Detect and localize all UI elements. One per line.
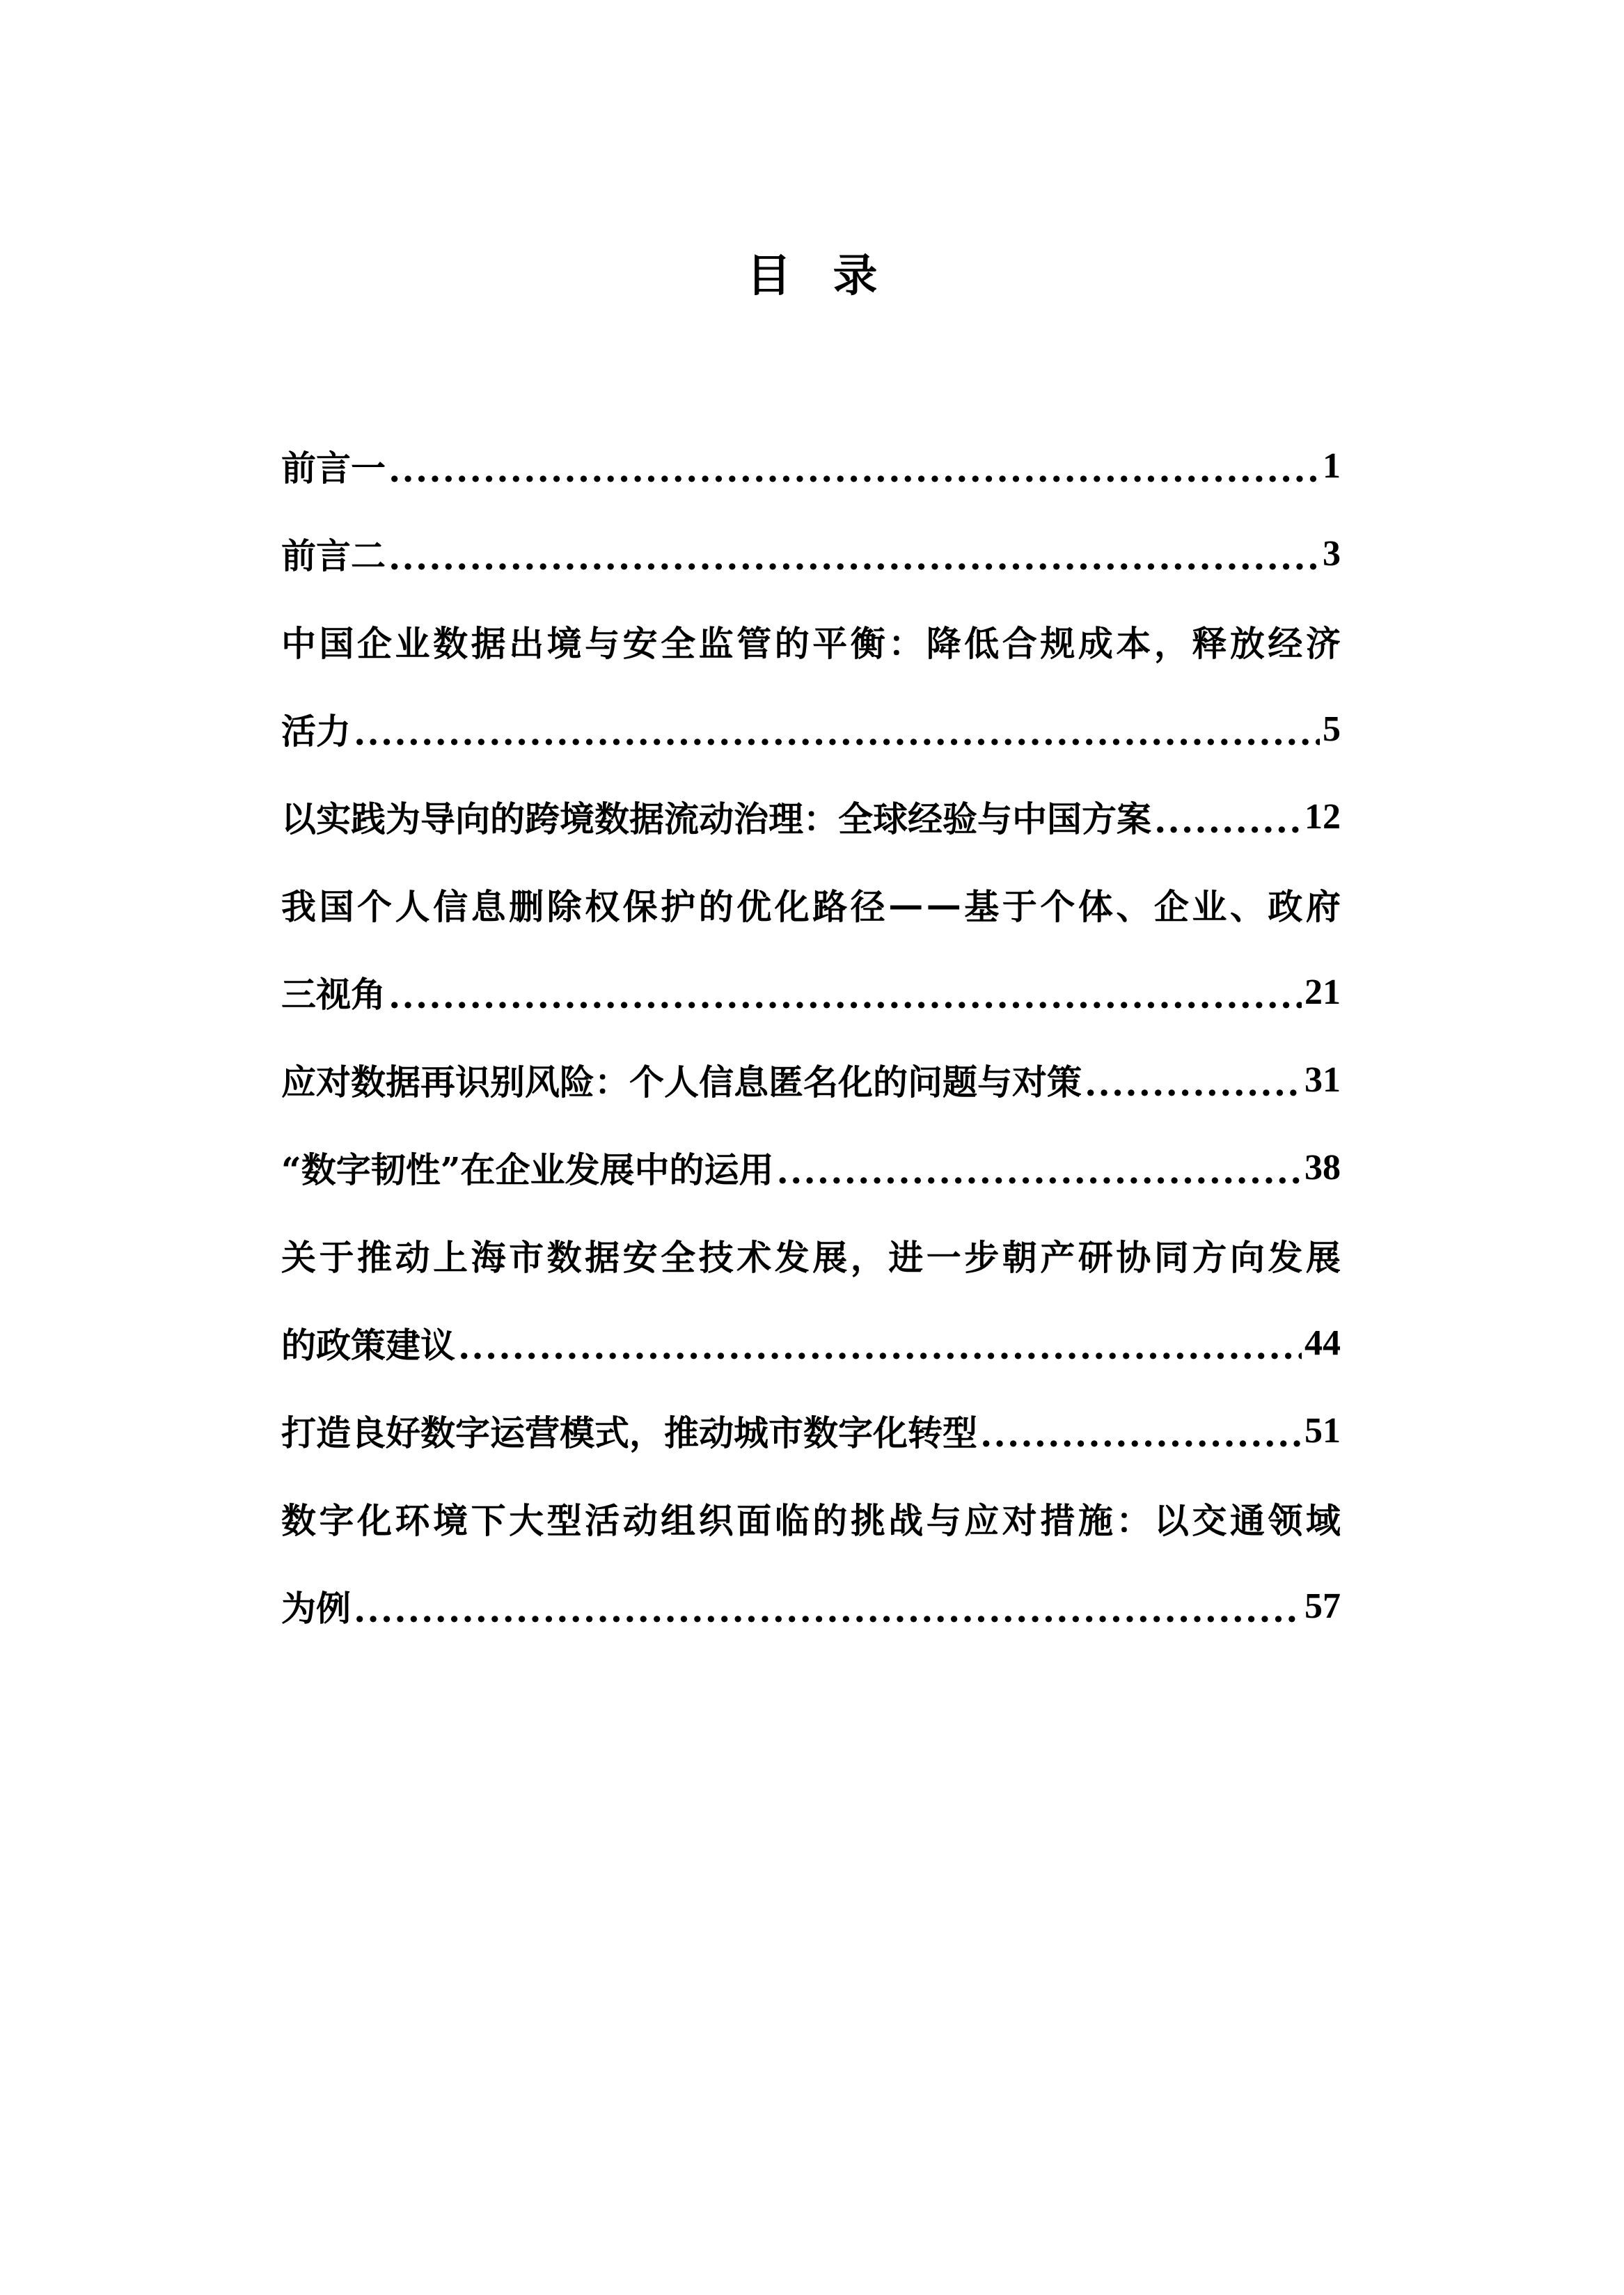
toc-entry-title-continued: 三视角 — [281, 974, 386, 1015]
toc-page-number: 12 — [1304, 796, 1341, 837]
title-char: 的 — [698, 886, 734, 927]
title-char: 一 — [926, 1237, 961, 1278]
title-char: 通 — [1229, 1500, 1265, 1541]
toc-entry-data-export-regulation[interactable] — [281, 597, 1341, 773]
title-char: 路 — [812, 886, 848, 927]
toc-entry-title-line-1 — [281, 1211, 1341, 1299]
toc-entry-digital-operations[interactable] — [281, 1387, 1341, 1474]
title-char: 径 — [850, 886, 885, 927]
title-char: 监 — [698, 623, 734, 664]
title-char: 全 — [661, 1237, 696, 1278]
toc-entry-anonymization[interactable] — [281, 1036, 1341, 1123]
toc-entry-title-continued: 的政策建议 — [281, 1325, 455, 1366]
title-char: 府 — [1305, 886, 1341, 927]
title-char: 发 — [774, 1237, 810, 1278]
toc-page-number: 5 — [1323, 709, 1341, 749]
title-char: 个 — [357, 886, 393, 927]
title-char: 数 — [433, 623, 468, 664]
table-of-contents — [281, 422, 1341, 1650]
toc-entry-preface-2[interactable] — [281, 510, 1341, 597]
title-char: 协 — [1116, 1237, 1151, 1278]
title-char: 降 — [926, 623, 961, 664]
title-char: 安 — [622, 623, 658, 664]
toc-page-number: 3 — [1323, 533, 1341, 574]
title-char: 字 — [319, 1500, 354, 1541]
title-char: 体 — [1078, 886, 1113, 927]
dot-leader — [388, 422, 1320, 510]
toc-entry-title: 打造良好数字运营模式，推动城市数字化转型 — [281, 1412, 977, 1453]
title-char: 展 — [812, 1237, 848, 1278]
title-char: 、 — [1229, 886, 1265, 927]
title-char: 国 — [319, 886, 354, 927]
title-char: 合 — [1002, 623, 1037, 664]
title-char: 挑 — [850, 1500, 885, 1541]
title-char: 临 — [774, 1500, 810, 1541]
title-char: 权 — [585, 886, 620, 927]
dot-leader — [1085, 1036, 1302, 1123]
dot-leader — [354, 685, 1320, 773]
title-char: 动 — [622, 1500, 658, 1541]
title-char: 安 — [622, 1237, 658, 1278]
toc-entry-title: 前言二 — [281, 535, 386, 576]
title-char: 组 — [661, 1500, 696, 1541]
title-char: 成 — [1078, 623, 1113, 664]
title-char: 企 — [1153, 886, 1189, 927]
toc-entry-title-line-1 — [281, 1474, 1341, 1562]
toc-page-number: 57 — [1304, 1586, 1341, 1626]
dot-leader — [980, 1387, 1302, 1474]
toc-page-number: 44 — [1304, 1323, 1341, 1363]
toc-entry-title: 应对数据再识别风险：个人信息匿名化的问题与对策 — [281, 1062, 1082, 1103]
title-char: 的 — [812, 1500, 848, 1541]
title-char: 除 — [546, 886, 582, 927]
toc-page-number: 51 — [1304, 1410, 1341, 1451]
title-char: ： — [1116, 1500, 1151, 1541]
title-char: 衡 — [850, 623, 885, 664]
title-char: 进 — [888, 1237, 924, 1278]
title-char: 企 — [357, 623, 393, 664]
title-char: 环 — [395, 1500, 430, 1541]
dot-leader — [458, 1299, 1302, 1387]
title-char: 国 — [319, 623, 354, 664]
title-char: 以 — [1153, 1500, 1189, 1541]
title-char: 、 — [1116, 886, 1151, 927]
title-char: 推 — [357, 1237, 393, 1278]
title-char: 向 — [1229, 1237, 1265, 1278]
title-char: 出 — [509, 623, 544, 664]
toc-page-number: 38 — [1304, 1147, 1341, 1188]
title-char: 与 — [585, 623, 620, 664]
title-char: 保 — [622, 886, 658, 927]
title-char: — — [926, 883, 961, 925]
title-char: 市 — [509, 1237, 544, 1278]
title-char: 释 — [1192, 623, 1227, 664]
toc-entry-title: 以实践为导向的跨境数据流动治理：全球经验与中国方案 — [281, 798, 1151, 839]
toc-entry-digital-resilience[interactable] — [281, 1123, 1341, 1211]
toc-page-number: 21 — [1304, 972, 1341, 1012]
toc-entry-preface-1[interactable] — [281, 422, 1341, 510]
page-title: 目录 — [746, 250, 920, 302]
title-char: 术 — [736, 1237, 772, 1278]
toc-entry-title-continued: 为例 — [281, 1588, 351, 1629]
toc-entry-shanghai-data-security-policy[interactable] — [281, 1211, 1341, 1387]
title-char: 据 — [585, 1237, 620, 1278]
dot-leader — [777, 1123, 1302, 1211]
title-char: 领 — [1268, 1500, 1303, 1541]
title-char: 规 — [1040, 623, 1075, 664]
title-char: 上 — [433, 1237, 468, 1278]
toc-page-number: 1 — [1323, 445, 1341, 486]
title-char: 关 — [281, 1237, 316, 1278]
title-char: 业 — [1192, 886, 1227, 927]
title-char: 产 — [1040, 1237, 1075, 1278]
title-char: 型 — [546, 1500, 582, 1541]
title-char: 个 — [1040, 886, 1075, 927]
title-char: 管 — [736, 623, 772, 664]
title-char: 施 — [1078, 1500, 1113, 1541]
dot-leader — [388, 510, 1320, 597]
title-char: 织 — [698, 1500, 734, 1541]
toc-entry-large-events-transport[interactable] — [281, 1474, 1341, 1650]
title-char: 域 — [1305, 1500, 1341, 1541]
title-char: 化 — [774, 886, 810, 927]
title-char: 的 — [774, 623, 810, 664]
title-char: 措 — [1040, 1500, 1075, 1541]
title-char: 优 — [736, 886, 772, 927]
title-char: 交 — [1192, 1500, 1227, 1541]
title-char: 放 — [1229, 623, 1265, 664]
title-char: 研 — [1078, 1237, 1113, 1278]
title-char: 全 — [661, 623, 696, 664]
title-char: 应 — [964, 1500, 1000, 1541]
title-char: 境 — [546, 623, 582, 664]
title-char: 本 — [1116, 623, 1151, 664]
toc-entry-cross-border-data-governance[interactable] — [281, 773, 1341, 860]
title-char: 信 — [433, 886, 468, 927]
title-char: 人 — [395, 886, 430, 927]
title-char: 技 — [698, 1237, 734, 1278]
title-char: 基 — [964, 886, 1000, 927]
title-char: 中 — [281, 623, 316, 664]
title-char: 我 — [281, 886, 316, 927]
dot-leader — [354, 1562, 1302, 1650]
title-char: 业 — [395, 623, 430, 664]
title-char: 数 — [546, 1237, 582, 1278]
title-char: 济 — [1305, 623, 1341, 664]
title-char: 经 — [1268, 623, 1303, 664]
title-char: 据 — [471, 623, 506, 664]
title-char: 步 — [964, 1237, 1000, 1278]
dot-leader — [1154, 773, 1302, 860]
title-char: 对 — [1002, 1500, 1037, 1541]
title-char: 大 — [509, 1500, 544, 1541]
toc-entry-title: “数字韧性”在企业发展中的运用 — [281, 1149, 774, 1190]
toc-entry-title-line-1 — [281, 860, 1341, 948]
title-char: 与 — [926, 1500, 961, 1541]
title-char: 平 — [812, 623, 848, 664]
title-char: — — [888, 883, 924, 925]
title-char: 化 — [357, 1500, 393, 1541]
title-char: 活 — [585, 1500, 620, 1541]
toc-entry-title-line-1 — [281, 597, 1341, 685]
toc-entry-right-to-deletion[interactable] — [281, 860, 1341, 1036]
title-char: 数 — [281, 1500, 316, 1541]
toc-page-number: 31 — [1304, 1059, 1341, 1100]
title-char: 展 — [1305, 1237, 1341, 1278]
title-char: 动 — [395, 1237, 430, 1278]
title-char: ： — [888, 623, 924, 664]
title-char: 下 — [471, 1500, 506, 1541]
toc-entry-title: 前言一 — [281, 448, 386, 489]
title-char: ， — [850, 1237, 885, 1278]
title-char: 删 — [509, 886, 544, 927]
toc-entry-title-continued: 活力 — [281, 711, 351, 752]
title-char: 发 — [1268, 1237, 1303, 1278]
title-char: 海 — [471, 1237, 506, 1278]
title-char: 于 — [319, 1237, 354, 1278]
title-char: 低 — [964, 623, 1000, 664]
title-char: 于 — [1002, 886, 1037, 927]
title-char: 境 — [433, 1500, 468, 1541]
dot-leader — [388, 948, 1302, 1036]
title-char: 战 — [888, 1500, 924, 1541]
title-char: 护 — [661, 886, 696, 927]
title-char: 同 — [1153, 1237, 1189, 1278]
title-char: 政 — [1268, 886, 1303, 927]
title-char: 方 — [1192, 1237, 1227, 1278]
title-char: 朝 — [1002, 1237, 1037, 1278]
title-char: 息 — [471, 886, 506, 927]
title-char: 面 — [736, 1500, 772, 1541]
title-char: ， — [1153, 623, 1189, 664]
